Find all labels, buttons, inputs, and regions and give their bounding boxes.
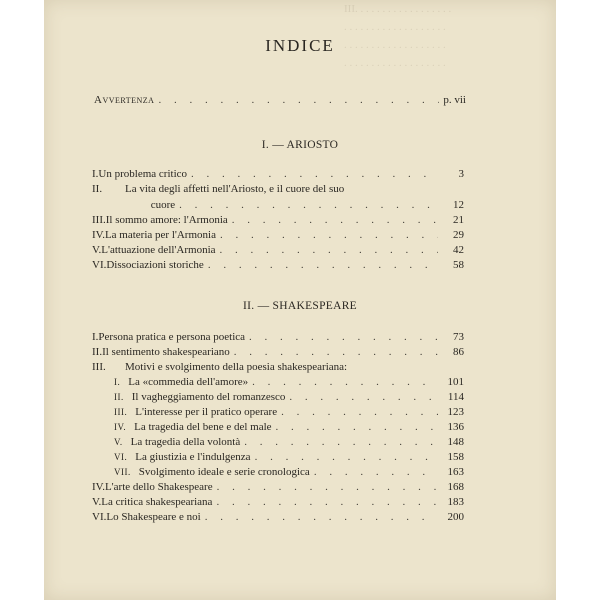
toc-entry: II. Il sentimento shakespeariano . . . 86 <box>92 346 464 362</box>
toc-subentry: V. La tragedia della volontà . . . 148 <box>114 436 464 452</box>
toc-entry: IV. L'arte dello Shakespeare . . . 168 <box>92 481 464 497</box>
preface-label: Avvertenza <box>94 94 155 106</box>
toc-entry: VI. Dissociazioni storiche . . . 58 <box>92 259 464 275</box>
toc-subentry: III. L'interesse per il pratico operare . . . 123 <box>114 406 464 422</box>
section-title-ariosto: I. — ARIOSTO <box>261 139 339 151</box>
toc-entry: VI. Lo Shakespeare e noi . . . 200 <box>92 511 464 527</box>
toc-entry: III. Motivi e svolgimento della poesia shakespeariana: <box>92 361 348 373</box>
show-through-text: III. . . . . . . . . . . . . . . . . . . . . . . . . . . . . . . . . . . . . . . . . . . . . . . . . . . . . . . . . . . . . . . . . . . . . . . . . . . <box>344 3 452 69</box>
toc-entry: III. Il sommo amore: l'Armonia . . . 21 <box>92 214 464 230</box>
page-title: INDICE <box>265 36 335 55</box>
preface-page: p. vii <box>443 94 466 106</box>
toc-entry: II. La vita degli affetti nell'Ariosto, e il cuore del suo <box>92 183 345 195</box>
toc-entry: I. Persona pratica e persona poetica . . . 73 <box>92 331 464 347</box>
leader-dots <box>158 94 439 106</box>
section-title-shakespeare: II. — SHAKESPEARE <box>242 300 358 312</box>
toc-subentry: I. La «commedia dell'amore» . . . 101 <box>114 376 464 392</box>
toc-subentry: VI. La giustizia e l'indulgenza . . . 158 <box>114 451 464 467</box>
toc-entry: V. La critica shakespeariana . . . 183 <box>92 496 464 512</box>
toc-subentry: II. Il vagheggiamento del romanzesco . . . 114 <box>114 391 464 407</box>
preface-entry <box>94 94 466 110</box>
toc-entry: IV. La materia per l'Armonia . . . 29 <box>92 229 464 245</box>
toc-entry: V. L'attuazione dell'Armonia . . . 42 <box>92 244 464 260</box>
toc-entry: cuore . . . 12 <box>92 199 464 215</box>
toc-subentry: IV. La tragedia del bene e del male . . . 136 <box>114 421 464 437</box>
book-page <box>44 0 556 600</box>
toc-subentry: VII. Svolgimento ideale e serie cronologica . . . 163 <box>114 466 464 482</box>
toc-entry: I. Un problema critico . . . 3 <box>92 168 464 184</box>
